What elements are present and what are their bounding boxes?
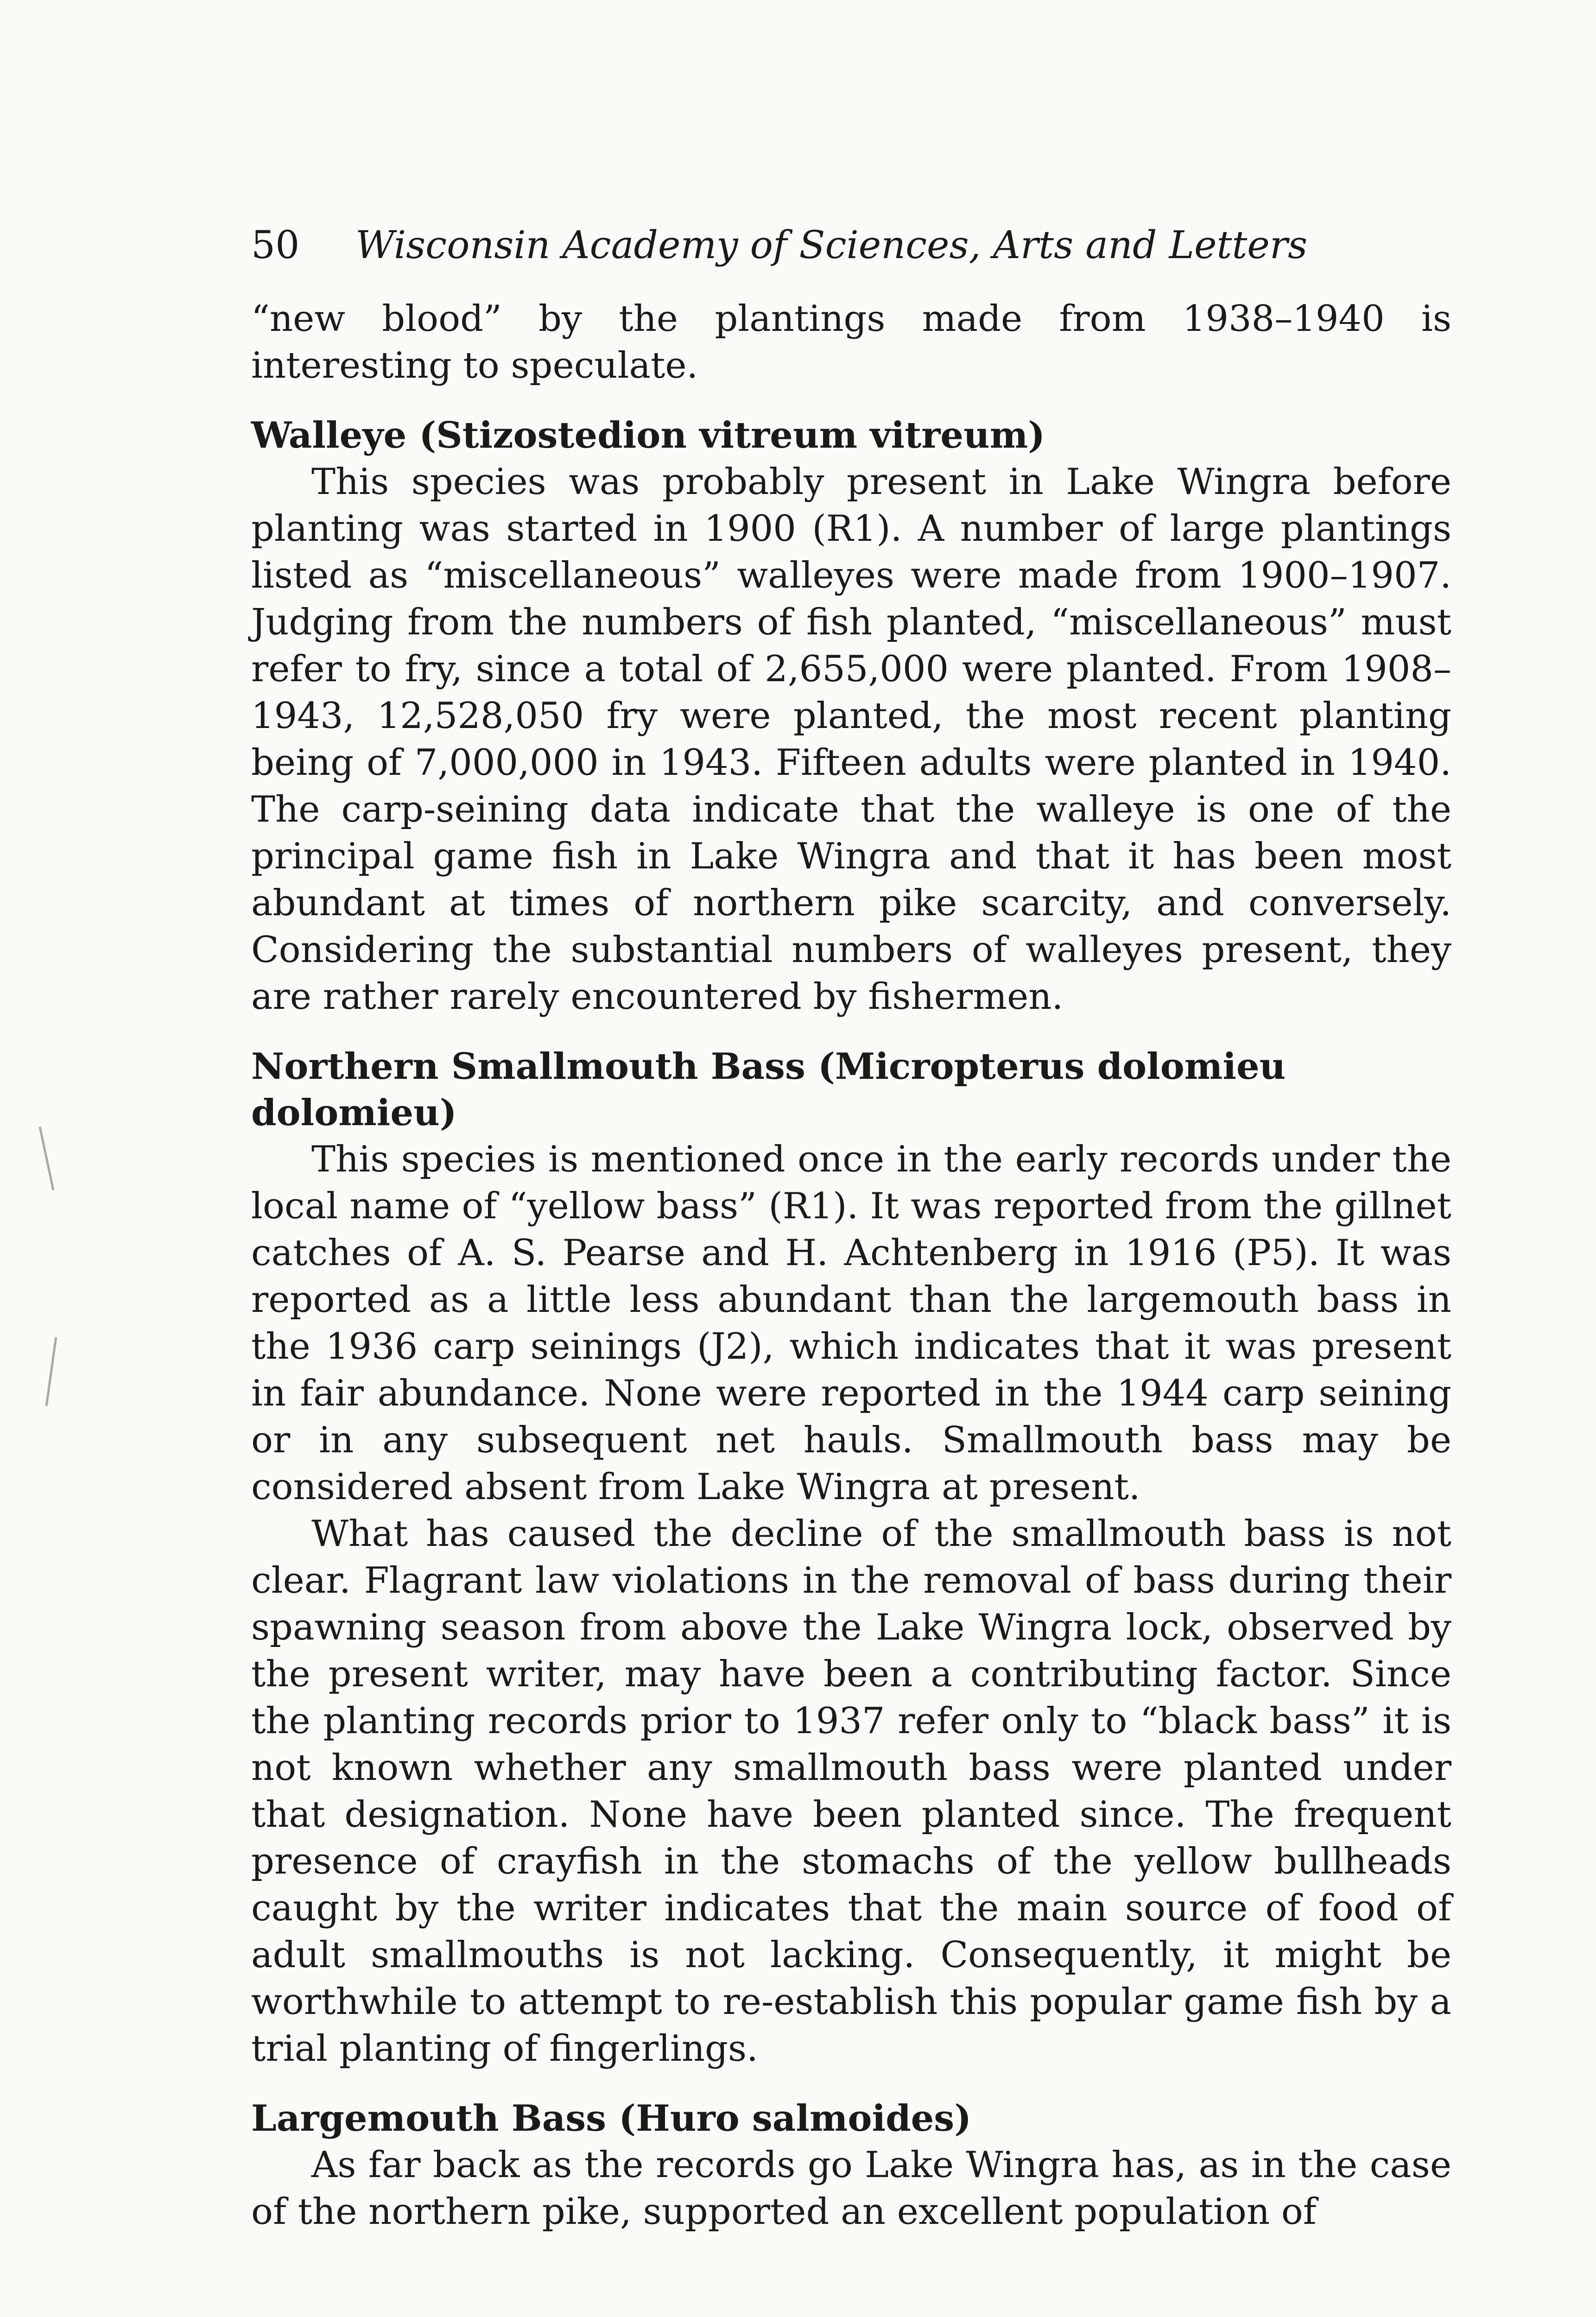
smallmouth-section: [251, 1044, 1451, 2072]
largemouth-heading: Largemouth Bass (Huro salmoides): [251, 2097, 972, 2140]
scan-artifact-mark: [39, 1127, 55, 1190]
smallmouth-paragraph-2: What has caused the decline of the smallmouth bass is not clear. Flagrant law violations in the removal of bass during their spawning season from above the Lake Wingra lock, observed by the present writer, may have been a contributing factor. Since the planting records prior to 1937 refer only to “black bass” it is not known whether any smallmouth bass were planted under that designation. None have been planted since. The frequent presence of crayfish in the stomachs of the yellow bullheads caught by the writer indicates that the main source of food of adult smallmouths is not lacking. Consequently, it might be worthwhile to attempt to re-establish this popular game fish by a trial planting of fingerlings.: [251, 1513, 1451, 2070]
largemouth-paragraph: As far back as the records go Lake Wingra has, as in the case of the northern pike, supported an excellent population of: [251, 2144, 1451, 2233]
walleye-paragraph: This species was probably present in Lake Wingra before planting was started in 1900 (R1). A number of large plantings listed as “miscellaneous” walleyes were made from 1900–1907. Judging from the numbers of fish planted, “miscellaneous” must refer to fry, since a total of 2,655,000 were planted. From 1908–1943, 12,528,050 fry were planted, the most recent planting being of 7,000,000 in 1943. Fifteen adults were planted in 1940. The carp-seining data indicate that the walleye is one of the principal game fish in Lake Wingra and that it has been most abundant at times of northern pike scarcity, and conversely. Considering the substantial numbers of walleyes present, they are rather rarely encountered by fishermen.: [251, 461, 1451, 1018]
smallmouth-paragraph-1: This species is mentioned once in the early records under the local name of “yellow bass” (R1). It was reported from the gillnet catches of A. S. Pearse and H. Achtenberg in 1916 (P5). It was reported as a little less abundant than the largemouth bass in the 1936 carp seinings (J2), which indicates that it was present in fair abundance. None were reported in the 1944 carp seining or in any subsequent net hauls. Smallmouth bass may be considered absent from Lake Wingra at present.: [251, 1139, 1451, 1508]
running-head: [251, 222, 1451, 269]
scan-artifact-mark: [45, 1337, 57, 1406]
largemouth-section: [251, 2095, 1451, 2235]
document-page: [251, 222, 1451, 2235]
page-number: 50: [251, 223, 300, 267]
walleye-section: [251, 412, 1451, 1020]
smallmouth-heading: Northern Smallmouth Bass (Micropterus dolomieu dolomieu): [251, 1045, 1286, 1134]
walleye-heading: Walleye (Stizostedion vitreum vitreum): [251, 414, 1045, 456]
intro-paragraph: “new blood” by the plantings made from 1938–1940 is interesting to speculate.: [251, 298, 1451, 386]
journal-title: Wisconsin Academy of Sciences, Arts and Letters: [355, 223, 1308, 267]
